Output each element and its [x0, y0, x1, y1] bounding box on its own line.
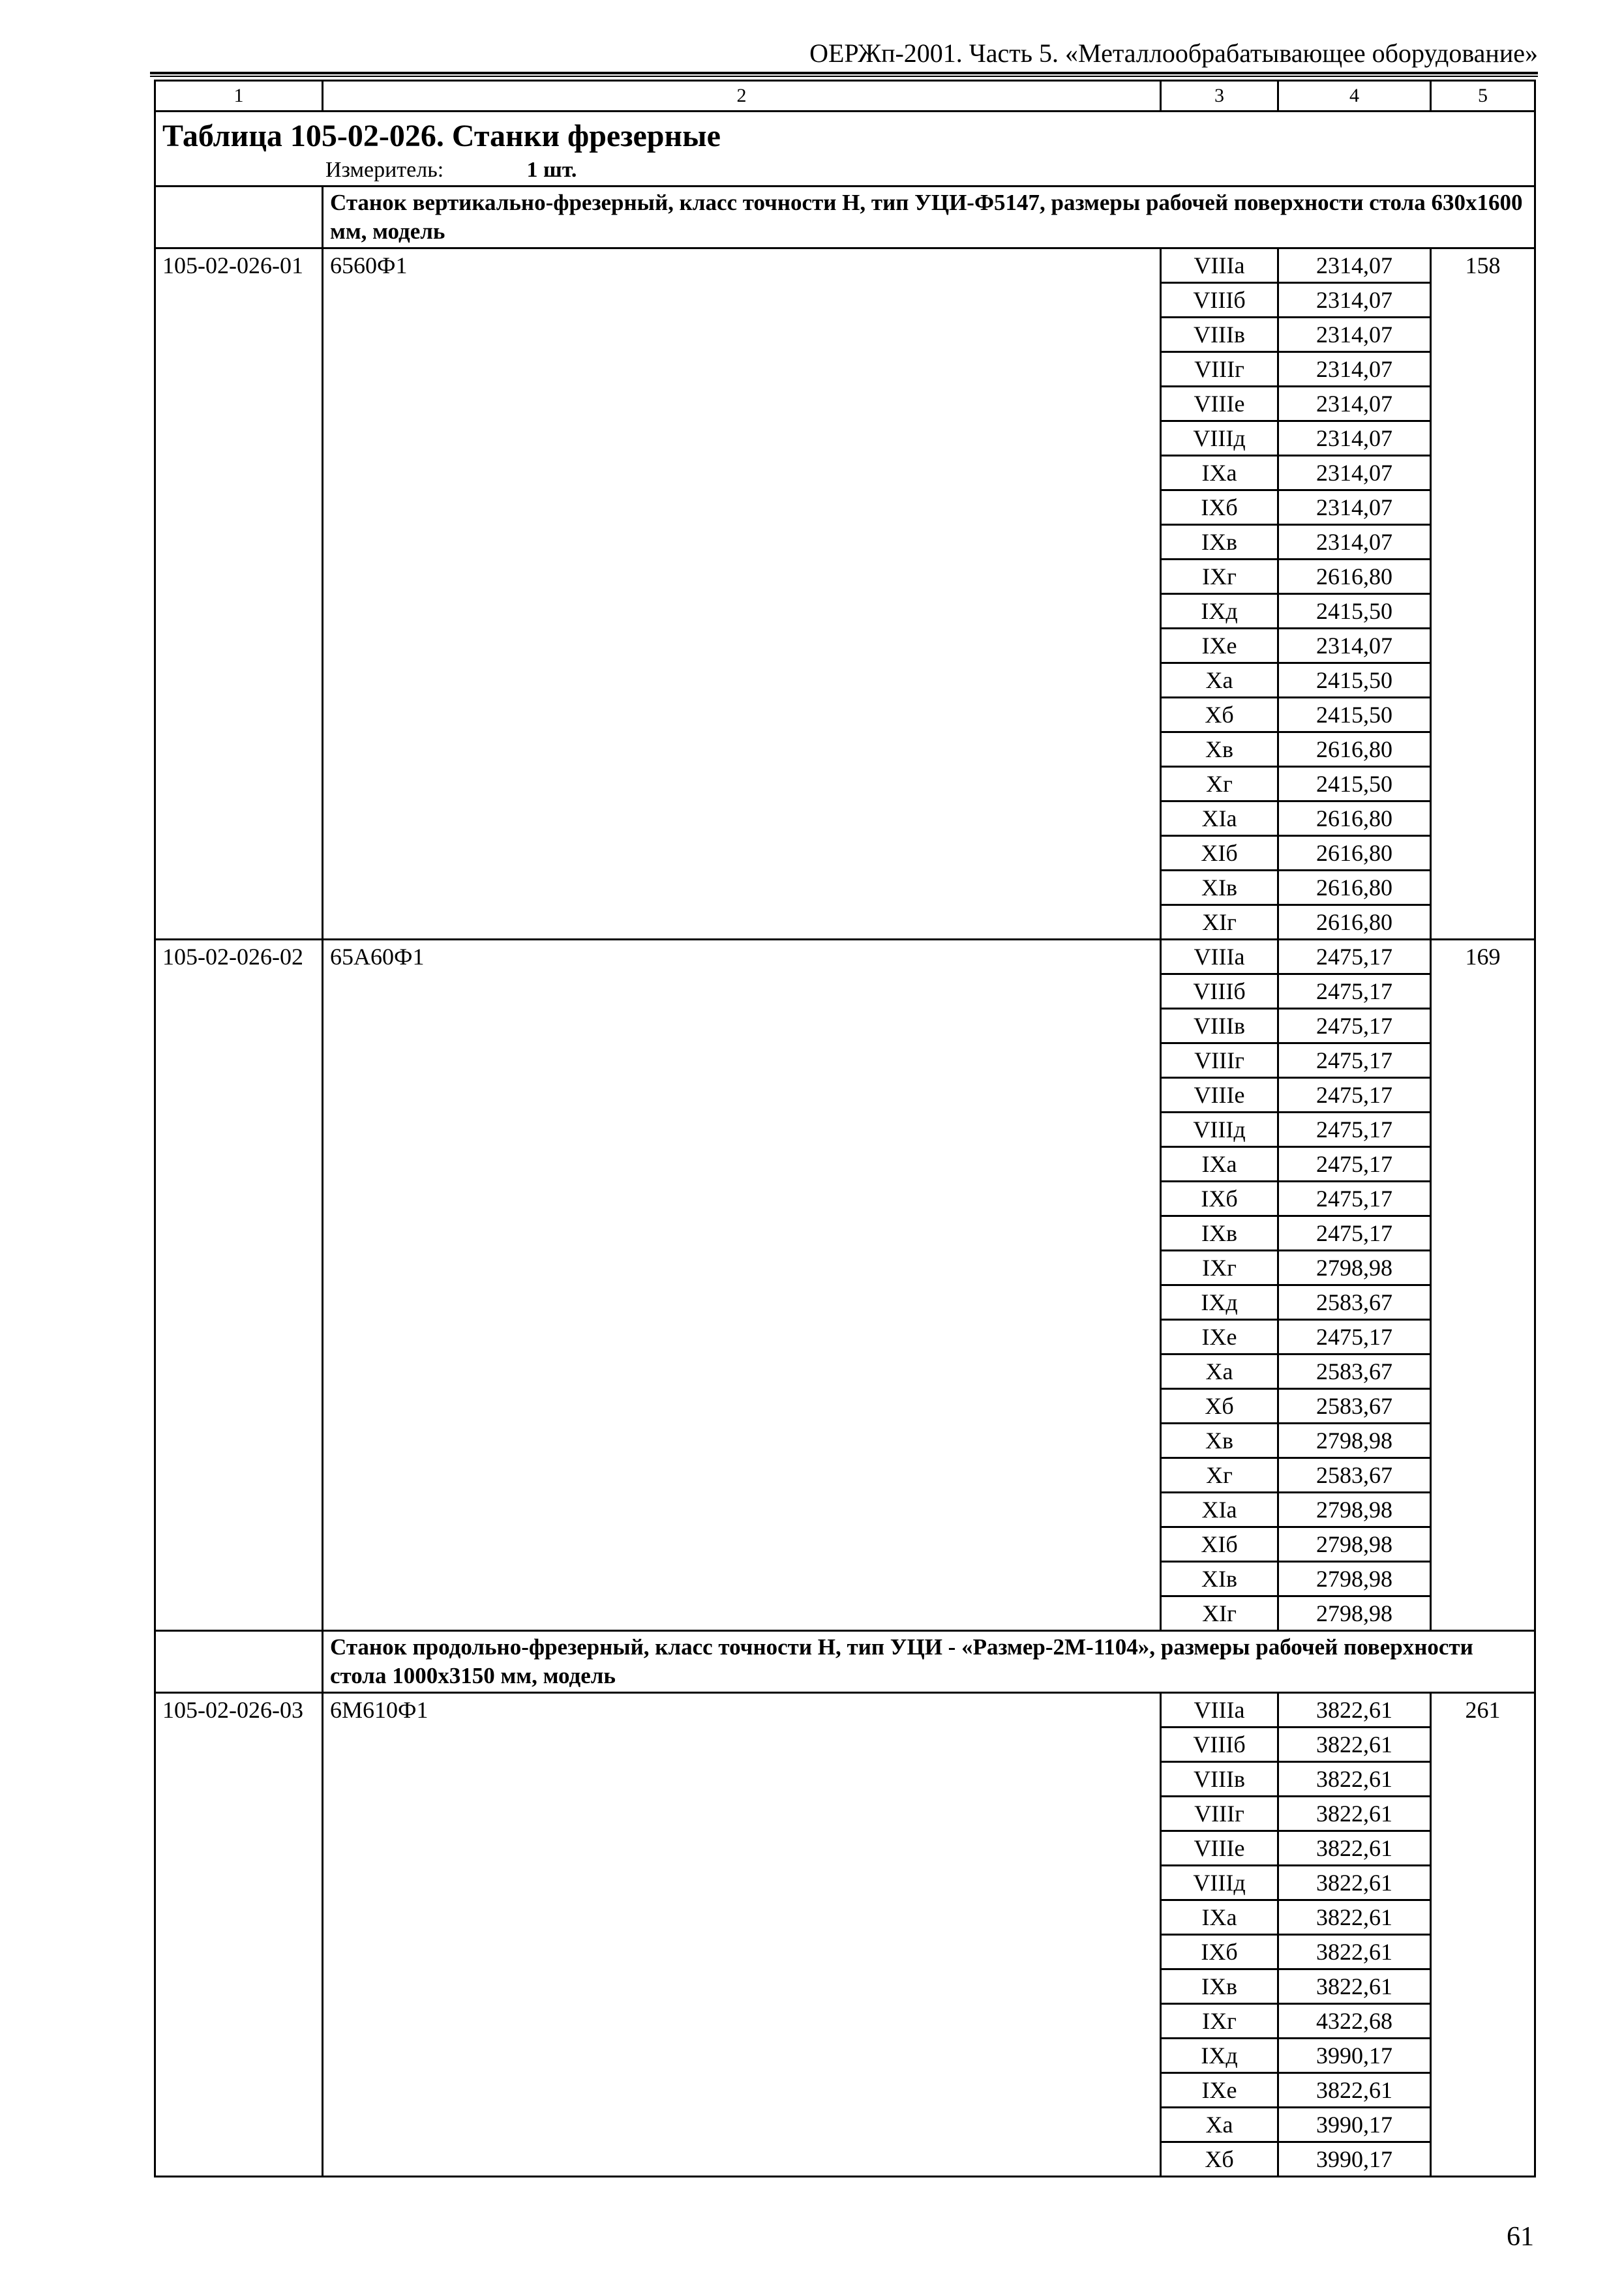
- table-row: [155, 1693, 1535, 1728]
- zone-cell: IXб: [1161, 490, 1278, 525]
- price-cell: 2314,07: [1278, 456, 1431, 490]
- page-number: 61: [1507, 2222, 1534, 2252]
- table-row: [155, 940, 1535, 974]
- zone-cell: Xв: [1161, 1424, 1278, 1458]
- column-number: 1: [155, 81, 323, 112]
- price-cell: 2475,17: [1278, 1043, 1431, 1078]
- item-col5: 169: [1431, 940, 1535, 1631]
- price-cell: 2583,67: [1278, 1389, 1431, 1424]
- header-rule: [150, 76, 1538, 77]
- zone-cell: VIIIв: [1161, 1009, 1278, 1043]
- price-cell: 2314,07: [1278, 387, 1431, 421]
- zone-cell: IXд: [1161, 2039, 1278, 2073]
- price-cell: 3822,61: [1278, 1728, 1431, 1762]
- zone-cell: VIIIб: [1161, 1728, 1278, 1762]
- price-cell: 2475,17: [1278, 940, 1431, 974]
- price-cell: 3990,17: [1278, 2039, 1431, 2073]
- section-empty-cell: [155, 1631, 323, 1693]
- zone-cell: VIIIд: [1161, 421, 1278, 456]
- zone-cell: Xг: [1161, 1458, 1278, 1493]
- section-header-row: [155, 187, 1535, 248]
- zone-cell: IXa: [1161, 1147, 1278, 1182]
- zone-cell: IXг: [1161, 1251, 1278, 1285]
- zone-cell: VIIIa: [1161, 248, 1278, 283]
- price-cell: 2314,07: [1278, 629, 1431, 663]
- zone-cell: VIIIб: [1161, 283, 1278, 318]
- zone-cell: VIIIв: [1161, 1762, 1278, 1797]
- column-number: 5: [1431, 81, 1535, 112]
- price-cell: 3990,17: [1278, 2142, 1431, 2177]
- price-cell: 2475,17: [1278, 1078, 1431, 1113]
- price-cell: 2475,17: [1278, 1320, 1431, 1354]
- price-cell: 2314,07: [1278, 490, 1431, 525]
- price-cell: 2616,80: [1278, 905, 1431, 940]
- price-cell: 2314,07: [1278, 352, 1431, 387]
- zone-cell: VIIIг: [1161, 1797, 1278, 1831]
- price-cell: 2583,67: [1278, 1458, 1431, 1493]
- price-cell: 2798,98: [1278, 1596, 1431, 1631]
- item-model: 6М610Ф1: [323, 1693, 1161, 2177]
- price-cell: 2798,98: [1278, 1527, 1431, 1562]
- price-cell: 2798,98: [1278, 1493, 1431, 1527]
- zone-cell: VIIIe: [1161, 1078, 1278, 1113]
- zone-cell: VIIIa: [1161, 940, 1278, 974]
- column-number: 2: [323, 81, 1161, 112]
- zone-cell: IXe: [1161, 2073, 1278, 2108]
- section-description: Станок вертикально-фрезерный, класс точности Н, тип УЦИ-Ф5147, размеры рабочей поверхности стола 630x1600 мм, модель: [323, 187, 1535, 248]
- zone-cell: XIб: [1161, 836, 1278, 871]
- price-cell: 2475,17: [1278, 974, 1431, 1009]
- price-cell: 2616,80: [1278, 560, 1431, 594]
- zone-cell: Xa: [1161, 663, 1278, 698]
- price-cell: 2314,07: [1278, 318, 1431, 352]
- zone-cell: IXв: [1161, 1969, 1278, 2004]
- price-cell: 3822,61: [1278, 1831, 1431, 1866]
- price-cell: 3822,61: [1278, 1693, 1431, 1728]
- measure-label: Измеритель:: [325, 158, 444, 182]
- price-cell: 2415,50: [1278, 767, 1431, 801]
- table-row: [155, 248, 1535, 283]
- table-title: Таблица 105-02-026. Станки фрезерные: [162, 119, 721, 153]
- zone-cell: Xб: [1161, 1389, 1278, 1424]
- price-cell: 3990,17: [1278, 2108, 1431, 2142]
- zone-cell: IXг: [1161, 560, 1278, 594]
- zone-cell: IXв: [1161, 1216, 1278, 1251]
- column-number-row: [155, 81, 1535, 112]
- zone-cell: IXa: [1161, 456, 1278, 490]
- price-cell: 2314,07: [1278, 525, 1431, 560]
- price-cell: 2475,17: [1278, 1113, 1431, 1147]
- price-cell: 3822,61: [1278, 1797, 1431, 1831]
- zone-cell: VIIIe: [1161, 1831, 1278, 1866]
- zone-cell: Xa: [1161, 1354, 1278, 1389]
- zone-cell: Xб: [1161, 2142, 1278, 2177]
- zone-cell: XIб: [1161, 1527, 1278, 1562]
- zone-cell: VIIIб: [1161, 974, 1278, 1009]
- zone-cell: Xв: [1161, 732, 1278, 767]
- price-cell: 2415,50: [1278, 594, 1431, 629]
- item-code: 105-02-026-02: [155, 940, 323, 1631]
- zone-cell: XIг: [1161, 905, 1278, 940]
- item-col5: 158: [1431, 248, 1535, 940]
- running-header: ОЕРЖп-2001. Часть 5. «Металлообрабатывающее оборудование»: [150, 35, 1538, 74]
- zone-cell: IXд: [1161, 1285, 1278, 1320]
- zone-cell: IXд: [1161, 594, 1278, 629]
- section-empty-cell: [155, 187, 323, 248]
- price-cell: 2475,17: [1278, 1216, 1431, 1251]
- measure-value: 1 шт.: [526, 158, 577, 182]
- price-cell: 3822,61: [1278, 1935, 1431, 1969]
- price-cell: 2314,07: [1278, 283, 1431, 318]
- price-cell: 3822,61: [1278, 1762, 1431, 1797]
- price-cell: 2314,07: [1278, 248, 1431, 283]
- zone-cell: VIIIe: [1161, 387, 1278, 421]
- price-cell: 3822,61: [1278, 2073, 1431, 2108]
- price-cell: 2583,67: [1278, 1285, 1431, 1320]
- column-number: 4: [1278, 81, 1431, 112]
- zone-cell: IXг: [1161, 2004, 1278, 2039]
- column-number: 3: [1161, 81, 1278, 112]
- zone-cell: VIIIд: [1161, 1113, 1278, 1147]
- section-description: Станок продольно-фрезерный, класс точности Н, тип УЦИ - «Размер-2М-1104», размеры рабочей поверхности стола 1000x3150 мм, модель: [323, 1631, 1535, 1693]
- price-cell: 2314,07: [1278, 421, 1431, 456]
- price-cell: 2798,98: [1278, 1424, 1431, 1458]
- price-cell: 2475,17: [1278, 1147, 1431, 1182]
- price-cell: 3822,61: [1278, 1969, 1431, 2004]
- zone-cell: VIIIa: [1161, 1693, 1278, 1728]
- zone-cell: VIIIг: [1161, 352, 1278, 387]
- price-cell: 2616,80: [1278, 801, 1431, 836]
- zone-cell: XIг: [1161, 1596, 1278, 1631]
- price-cell: 2475,17: [1278, 1182, 1431, 1216]
- price-cell: 3822,61: [1278, 1900, 1431, 1935]
- zone-cell: VIIIг: [1161, 1043, 1278, 1078]
- item-code: 105-02-026-03: [155, 1693, 323, 2177]
- price-cell: 4322,68: [1278, 2004, 1431, 2039]
- price-cell: 3822,61: [1278, 1866, 1431, 1900]
- item-model: 6560Ф1: [323, 248, 1161, 940]
- price-cell: 2616,80: [1278, 732, 1431, 767]
- zone-cell: IXe: [1161, 1320, 1278, 1354]
- zone-cell: Xa: [1161, 2108, 1278, 2142]
- price-cell: 2475,17: [1278, 1009, 1431, 1043]
- item-model: 65А60Ф1: [323, 940, 1161, 1631]
- zone-cell: IXa: [1161, 1900, 1278, 1935]
- item-code: 105-02-026-01: [155, 248, 323, 940]
- price-table: [154, 80, 1536, 2177]
- zone-cell: IXб: [1161, 1182, 1278, 1216]
- price-cell: 2616,80: [1278, 836, 1431, 871]
- table-title-cell: [155, 112, 1535, 187]
- zone-cell: VIIIв: [1161, 318, 1278, 352]
- zone-cell: XIв: [1161, 1562, 1278, 1596]
- zone-cell: Xг: [1161, 767, 1278, 801]
- item-col5: 261: [1431, 1693, 1535, 2177]
- price-cell: 2415,50: [1278, 698, 1431, 732]
- measure-line: [162, 155, 1527, 185]
- zone-cell: Xб: [1161, 698, 1278, 732]
- zone-cell: IXe: [1161, 629, 1278, 663]
- price-cell: 2798,98: [1278, 1562, 1431, 1596]
- price-cell: 2583,67: [1278, 1354, 1431, 1389]
- price-cell: 2616,80: [1278, 871, 1431, 905]
- price-cell: 2798,98: [1278, 1251, 1431, 1285]
- table-title-row: [155, 112, 1535, 187]
- zone-cell: IXв: [1161, 525, 1278, 560]
- zone-cell: VIIIд: [1161, 1866, 1278, 1900]
- zone-cell: IXб: [1161, 1935, 1278, 1969]
- price-cell: 2415,50: [1278, 663, 1431, 698]
- zone-cell: XIв: [1161, 871, 1278, 905]
- section-header-row: [155, 1631, 1535, 1693]
- zone-cell: XIa: [1161, 1493, 1278, 1527]
- price-table-body: [155, 81, 1535, 2177]
- zone-cell: XIa: [1161, 801, 1278, 836]
